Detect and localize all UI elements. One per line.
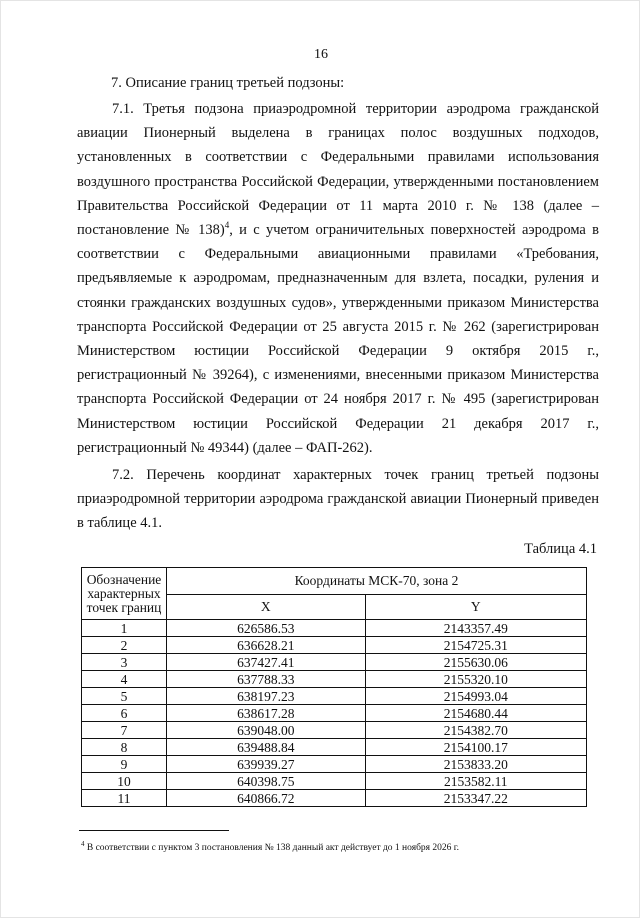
- cell-x: 626586.53: [167, 620, 366, 637]
- column-header-y: Y: [365, 595, 587, 620]
- table-row: [82, 739, 587, 756]
- cell-point-id: 11: [82, 790, 167, 807]
- table-row: [82, 756, 587, 773]
- cell-x: 637427.41: [167, 654, 366, 671]
- section-title: 7. Описание границ третьей подзоны:: [111, 75, 345, 91]
- coordinates-table-body: [82, 620, 587, 807]
- paragraph-7-1: [77, 97, 599, 460]
- column-header-point-id: Обозначение характерных точек границ: [82, 568, 167, 620]
- cell-x: 636628.21: [167, 637, 366, 654]
- table-row: [82, 790, 587, 807]
- table-row: [82, 773, 587, 790]
- cell-y: 2155630.06: [365, 654, 587, 671]
- cell-point-id: 5: [82, 688, 167, 705]
- table-row: [82, 671, 587, 688]
- cell-y: 2154680.44: [365, 705, 587, 722]
- cell-x: 638197.23: [167, 688, 366, 705]
- footnote-reference[interactable]: 4: [224, 220, 230, 231]
- cell-y: 2154100.17: [365, 739, 587, 756]
- footnote-mark: 4: [81, 839, 85, 848]
- footnote: [81, 839, 601, 853]
- page-number: 16: [314, 47, 328, 62]
- cell-y: 2143357.49: [365, 620, 587, 637]
- cell-x: 639048.00: [167, 722, 366, 739]
- cell-x: 638617.28: [167, 705, 366, 722]
- cell-y: 2154382.70: [365, 722, 587, 739]
- cell-point-id: 9: [82, 756, 167, 773]
- cell-point-id: 7: [82, 722, 167, 739]
- column-header-x: X: [167, 595, 366, 620]
- paragraph-7-1-text-end: , и с учетом ограничительных поверхностей аэродрома в соответствии с Федеральными авиационными правилами «Требования, предъявляемые к аэродромам, предназначенным для взлета, посадки, руления и стоянки гражданских воздушных судов», утвержденными приказом Министерства транспорта Российской Федерации от 25 августа 2015 г. № 262 (зарегистрирован Министерством юстиции Российской Федерации 9 октября 2015 г., регистрационный № 39264), с изменениями, внесенными приказом Министерства транспорта Российской Федерации от 24 ноября 2017 г. № 495 (зарегистрирован Министерством юстиции Российской Федерации 21 декабря 2017 г., регистрационный № 49344) (далее – ФАП-262).: [77, 222, 599, 456]
- cell-point-id: 8: [82, 739, 167, 756]
- cell-y: 2154725.31: [365, 637, 587, 654]
- cell-y: 2155320.10: [365, 671, 587, 688]
- cell-y: 2153347.22: [365, 790, 587, 807]
- table-row: [82, 705, 587, 722]
- cell-point-id: 10: [82, 773, 167, 790]
- cell-point-id: 1: [82, 620, 167, 637]
- column-group-header-coordinates: Координаты МСК-70, зона 2: [167, 568, 587, 595]
- cell-x: 639939.27: [167, 756, 366, 773]
- table-row: [82, 620, 587, 637]
- cell-y: 2154993.04: [365, 688, 587, 705]
- cell-point-id: 4: [82, 671, 167, 688]
- cell-point-id: 6: [82, 705, 167, 722]
- table-row: [82, 722, 587, 739]
- footnote-divider: [79, 830, 229, 831]
- cell-y: 2153833.20: [365, 756, 587, 773]
- coordinates-table: [81, 567, 587, 807]
- cell-point-id: 2: [82, 637, 167, 654]
- table-row: [82, 688, 587, 705]
- table-row: [82, 637, 587, 654]
- table-caption: Таблица 4.1: [524, 541, 597, 557]
- footnote-text: В соответствии с пунктом 3 постановления № 138 данный акт действует до 1 ноября 2026 г.: [86, 843, 459, 853]
- cell-x: 640866.72: [167, 790, 366, 807]
- cell-y: 2153582.11: [365, 773, 587, 790]
- cell-point-id: 3: [82, 654, 167, 671]
- cell-x: 639488.84: [167, 739, 366, 756]
- table-row: [82, 654, 587, 671]
- cell-x: 640398.75: [167, 773, 366, 790]
- paragraph-7-1-text-start: 7.1. Третья подзона приаэродромной территории аэродрома гражданской авиации Пионерный выделена в границах полос воздушных подходов, установленных в соответствии с Федеральными правилами использования воздушного пространства Российской Федерации, утвержденными постановлением Правительства Российской Федерации от 11 марта 2010 г. № 138 (далее – постановление № 138): [77, 101, 599, 239]
- paragraph-7-2: 7.2. Перечень координат характерных точек границ третьей подзоны приаэродромной территории аэродрома гражданской авиации Пионерный приведен в таблице 4.1.: [77, 467, 599, 532]
- cell-x: 637788.33: [167, 671, 366, 688]
